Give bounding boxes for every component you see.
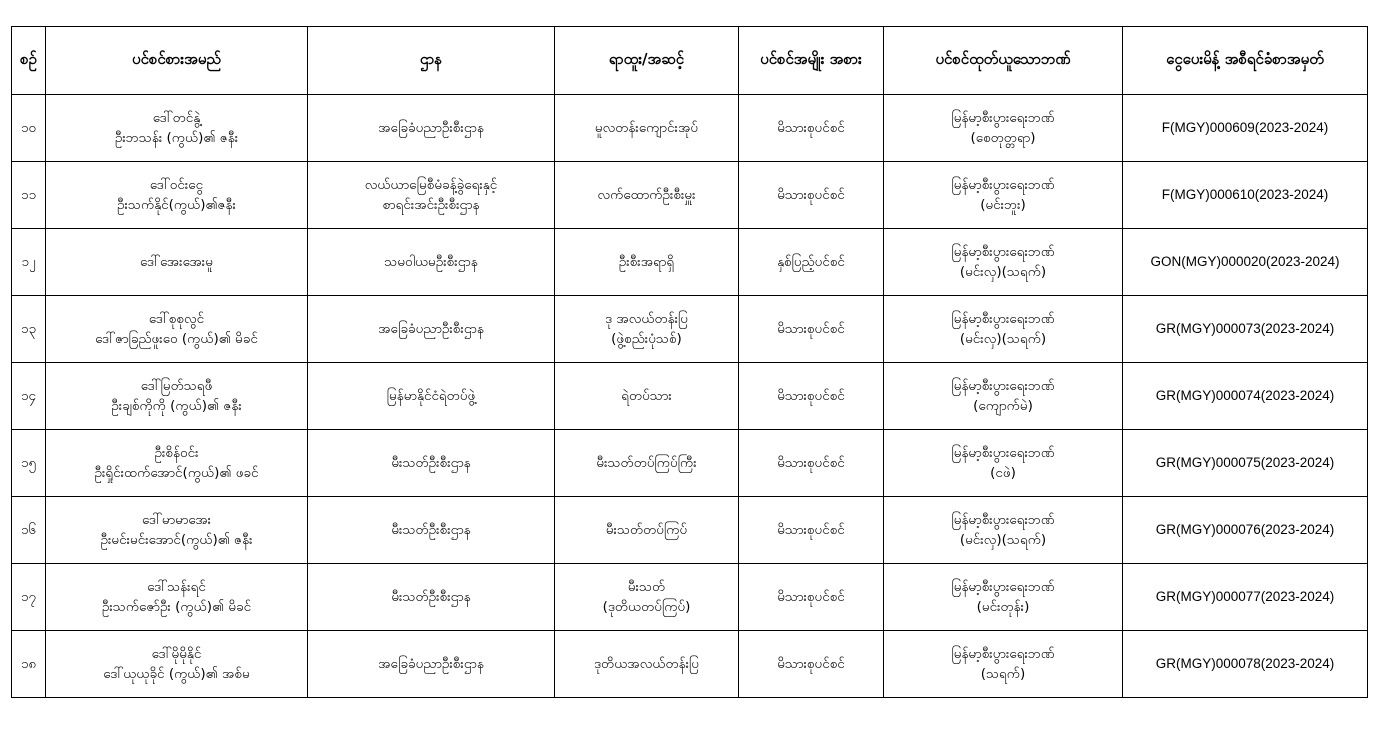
header-rank: ရာထူး/အဆင့် [555,27,739,95]
cell-pensioner-name-line: ဒေါ်တင်နွဲ့ [152,110,201,126]
cell-paying-bank [884,631,1123,698]
cell-pensioner-name-line: ဒေါ်ဝင်းငွေ [149,177,204,193]
cell-department [308,564,555,631]
cell-department [308,631,555,698]
cell-serial: ၁၈ [12,631,46,698]
cell-pensioner-name [46,162,308,229]
cell-pension-type: မိသားစုပင်စင် [739,95,884,162]
cell-paying-bank [884,497,1123,564]
cell-rank [555,95,739,162]
cell-payment-order-no: GR(MGY)000073(2023-2024) [1123,296,1368,363]
cell-pensioner-name [46,430,308,497]
cell-paying-bank [884,95,1123,162]
cell-pensioner-name-line: ဦးရှိုင်းထက်အောင်(ကွယ်)၏ ဖခင် [94,465,259,481]
cell-rank-line: မီးသတ် [627,579,666,595]
cell-paying-bank [884,564,1123,631]
cell-paying-bank-line: မြန်မာ့စီးပွားရေးဘဏ် [951,378,1055,394]
cell-pensioner-name-line: ဦးဘသန်း (ကွယ်)၏ ဇနီး [114,130,239,146]
cell-payment-order-no: GR(MGY)000078(2023-2024) [1123,631,1368,698]
cell-payment-order-no: F(MGY)000609(2023-2024) [1123,95,1368,162]
cell-rank [555,296,739,363]
table-row [12,430,1368,497]
cell-rank-line: ဒု အလယ်တန်းပြ [604,311,688,327]
cell-rank [555,564,739,631]
cell-department-line: မီးသတ်ဦးစီးဌာန [391,589,471,605]
cell-rank-line: ဒုတိယအလယ်တန်းပြ [594,656,699,672]
cell-department-line: လယ်ယာမြေစီမံခန့်ခွဲရေးနှင့် [364,177,498,193]
cell-pension-type: မိသားစုပင်စင် [739,162,884,229]
cell-rank-line: ဦးစီးအရာရှိ [618,254,675,270]
cell-paying-bank-line: (သရက်) [980,666,1026,682]
cell-paying-bank-line: မြန်မာ့စီးပွားရေးဘဏ် [951,445,1055,461]
cell-payment-order-no: GON(MGY)000020(2023-2024) [1123,229,1368,296]
cell-paying-bank [884,430,1123,497]
table-header-row [12,27,1368,95]
cell-department [308,95,555,162]
cell-paying-bank-line: မြန်မာ့စီးပွားရေးဘဏ် [951,311,1055,327]
cell-paying-bank-line: (မင်းတုန်း) [976,599,1030,615]
cell-paying-bank-line: မြန်မာ့စီးပွားရေးဘဏ် [951,646,1055,662]
header-pensioner-name: ပင်စင်စားအမည် [46,27,308,95]
cell-paying-bank [884,296,1123,363]
table-row [12,229,1368,296]
cell-rank-line: ရဲတပ်သား [621,388,672,404]
table-row [12,631,1368,698]
cell-serial: ၁၆ [12,497,46,564]
cell-department-line: မြန်မာနိုင်ငံရဲတပ်ဖွဲ့ [386,388,476,404]
table-row [12,564,1368,631]
cell-department-line: အခြေခံပညာဦးစီးဌာန [378,656,484,672]
cell-pension-type: မိသားစုပင်စင် [739,631,884,698]
cell-pensioner-name-line: ဒေါ်မိုမိုနိုင် [151,646,202,662]
cell-pension-type: နှစ်ပြည့်ပင်စင် [739,229,884,296]
pension-table [11,26,1368,698]
cell-paying-bank-line: မြန်မာ့စီးပွားရေးဘဏ် [951,177,1055,193]
cell-pension-type: မိသားစုပင်စင် [739,564,884,631]
cell-serial: ၁၀ [12,95,46,162]
cell-serial: ၁၁ [12,162,46,229]
cell-paying-bank [884,162,1123,229]
cell-department [308,229,555,296]
cell-rank-line: မီးသတ်တပ်ကြပ်ကြီး [596,455,697,471]
cell-department-line: မီးသတ်ဦးစီးဌာန [391,455,471,471]
cell-rank-line: (ဒုတိယတပ်ကြပ်) [602,599,691,615]
header-pension-type: ပင်စင်အမျိုး အစား [739,27,884,95]
cell-rank-line: (ဖွဲ့စည်းပုံသစ်) [611,331,682,347]
cell-payment-order-no: GR(MGY)000074(2023-2024) [1123,363,1368,430]
cell-department-line: မီးသတ်ဦးစီးဌာန [391,522,471,538]
cell-pensioner-name [46,497,308,564]
header-department: ဌာန [308,27,555,95]
cell-rank-line: မီးသတ်တပ်ကြပ် [605,522,688,538]
cell-rank [555,430,739,497]
cell-paying-bank [884,363,1123,430]
cell-paying-bank-line: (မင်းဘူး) [980,197,1026,213]
cell-paying-bank-line: (စေတုတ္တရာ) [970,130,1036,146]
cell-pensioner-name [46,564,308,631]
cell-pensioner-name-line: ဒေါ်ယုယုခိုင် (ကွယ်)၏ အစ်မ [103,666,250,682]
cell-department [308,296,555,363]
cell-pension-type: မိသားစုပင်စင် [739,296,884,363]
cell-payment-order-no: F(MGY)000610(2023-2024) [1123,162,1368,229]
pension-document [11,26,1368,698]
cell-rank [555,497,739,564]
cell-rank [555,631,739,698]
table-row [12,363,1368,430]
cell-payment-order-no: GR(MGY)000077(2023-2024) [1123,564,1368,631]
cell-pensioner-name-line: ဒေါ်ဇာခြည်ဖူးဝေ (ကွယ်)၏ မိခင် [95,331,258,347]
cell-pensioner-name-line: ဦးစိန်ဝင်း [154,445,199,461]
cell-serial: ၁၃ [12,296,46,363]
cell-pensioner-name [46,296,308,363]
cell-pensioner-name [46,229,308,296]
cell-rank-line: လက်ထောက်ဦးစီးမှူး [597,187,696,203]
cell-department [308,363,555,430]
cell-department-line: စာရင်းအင်းဦးစီးဌာန [382,197,480,213]
cell-paying-bank-line: (မင်းလှ)(သရက်) [959,264,1047,280]
table-row [12,162,1368,229]
cell-department [308,430,555,497]
cell-pensioner-name-line: ဒေါ်စုစုလွင် [148,311,205,327]
cell-pension-type: မိသားစုပင်စင် [739,430,884,497]
cell-department [308,162,555,229]
cell-rank [555,229,739,296]
header-serial: စဉ် [12,27,46,95]
table-row [12,497,1368,564]
cell-pensioner-name [46,631,308,698]
cell-department [308,497,555,564]
table-row [12,296,1368,363]
table-row [12,95,1368,162]
cell-serial: ၁၇ [12,564,46,631]
cell-pensioner-name-line: ဦးသက်ဇော်ဦး (ကွယ်)၏ မိခင် [101,599,252,615]
cell-pensioner-name-line: ဦးသက်နိုင်(ကွယ်)၏ဇနီး [117,197,236,213]
cell-pensioner-name-line: ဒေါ်အေးအေးမူ [140,254,213,270]
cell-serial: ၁၂ [12,229,46,296]
cell-paying-bank-line: မြန်မာ့စီးပွားရေးဘဏ် [951,244,1055,260]
cell-rank [555,162,739,229]
cell-pensioner-name-line: ဦးမင်းမင်းအောင်(ကွယ်)၏ ဇနီး [100,532,253,548]
cell-pensioner-name-line: ဒေါ်မာမာအေး [141,512,212,528]
cell-pensioner-name [46,95,308,162]
cell-paying-bank-line: (မင်းလှ)(သရက်) [959,331,1047,347]
cell-paying-bank [884,229,1123,296]
cell-paying-bank-line: မြန်မာ့စီးပွားရေးဘဏ် [951,110,1055,126]
cell-department-line: သမဝါယမဦးစီးဌာန [384,254,478,270]
cell-pensioner-name-line: ဦးချစ်ကိုကို (ကွယ်)၏ ဇနီး [111,398,242,414]
cell-rank [555,363,739,430]
cell-paying-bank-line: မြန်မာ့စီးပွားရေးဘဏ် [951,579,1055,595]
cell-pensioner-name [46,363,308,430]
cell-serial: ၁၄ [12,363,46,430]
header-paying-bank: ပင်စင်ထုတ်ယူသောဘဏ် [884,27,1123,95]
cell-paying-bank-line: (ကျောက်မဲ) [973,398,1033,414]
cell-serial: ၁၅ [12,430,46,497]
cell-pensioner-name-line: ဒေါ်သန်းရင် [147,579,206,595]
cell-pensioner-name-line: ဒေါ်မြတ်သရဖီ [140,378,213,394]
header-payment-order-no: ငွေပေးမိန့် အစီရင်ခံစာအမှတ် [1123,27,1368,95]
cell-pension-type: မိသားစုပင်စင် [739,363,884,430]
cell-payment-order-no: GR(MGY)000076(2023-2024) [1123,497,1368,564]
cell-department-line: အခြေခံပညာဦးစီးဌာန [378,120,484,136]
cell-pension-type: မိသားစုပင်စင် [739,497,884,564]
cell-rank-line: မူလတန်းကျောင်းအုပ် [594,120,699,136]
cell-department-line: အခြေခံပညာဦးစီးဌာန [378,321,484,337]
cell-paying-bank-line: မြန်မာ့စီးပွားရေးဘဏ် [951,512,1055,528]
cell-paying-bank-line: (ငဖဲ) [990,465,1016,481]
cell-paying-bank-line: (မင်းလှ)(သရက်) [959,532,1047,548]
cell-payment-order-no: GR(MGY)000075(2023-2024) [1123,430,1368,497]
